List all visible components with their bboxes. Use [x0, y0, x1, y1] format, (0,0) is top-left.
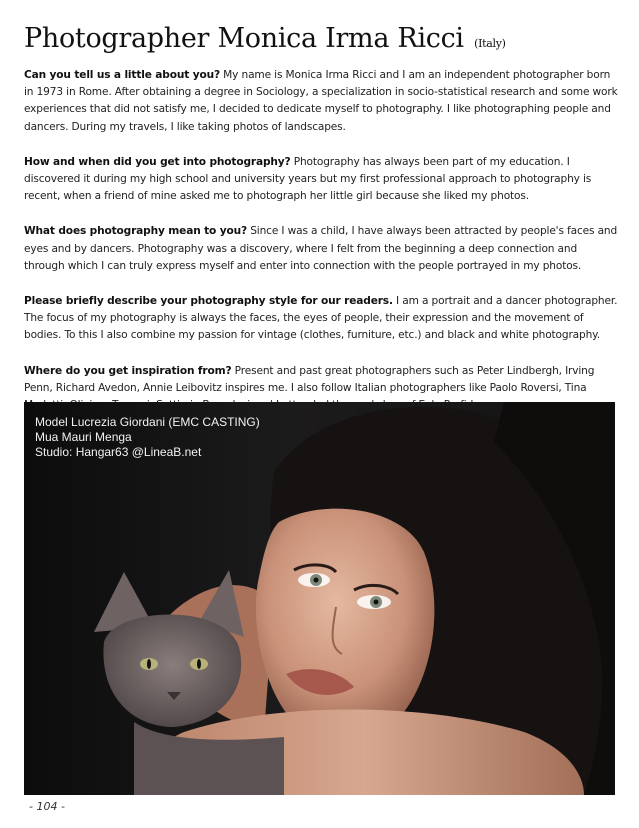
credit-line: Mua Mauri Menga [35, 430, 132, 444]
question: Please briefly describe your photography style for our readers. [24, 295, 393, 308]
pupil-left [314, 578, 319, 583]
face-shape [256, 509, 434, 742]
answer: Photography has always been part of my education. I discovered it during my high school and university years but my first professional approach to photography is recent, when a friend of mine asked me to photograph her little girl because she liked my photos. [24, 155, 592, 203]
qa-paragraph [24, 67, 618, 136]
portrait-illustration [24, 402, 615, 795]
qa-paragraph [24, 293, 618, 345]
answer: Present and past great photographers such as Peter Lindbergh, Irving Penn, Richard Avedon, Annie Leibovitz inspires me. I also follow Italian photographers like Paolo Roversi, Tina [24, 364, 595, 394]
photo-credits [35, 415, 260, 460]
qa-paragraph [24, 223, 618, 275]
question: Can you tell us a little about you? [24, 69, 220, 81]
qa-paragraph [24, 154, 618, 206]
question: What does photography mean to you? [24, 225, 247, 238]
credit-line: Model Lucrezia Giordani (EMC CASTING) [35, 415, 260, 429]
interview-text [24, 67, 618, 432]
page-number: - 104 - [29, 800, 65, 813]
answer: Since I was a child, I have always been attracted by people's faces and eyes and by dancers. Photography was a discovery, where I felt from the beginning a deep connection and through which I can truly express myself and enter into connection with the people portrayed in my photos. [24, 225, 618, 272]
answer: My name is Monica Irma Ricci and I am an independent photographer born in 1973 in Rome. After obtaining a degree in Sociology, a specialization in socio-statistical research and some work experiences that did not satisfy me, I decided to dedicate myself to photography. I like photographing people and dancers. During my travels, I like taking photos of landscapes. [24, 69, 618, 133]
portrait-photo [24, 402, 615, 795]
credit-line: Studio: Hangar63 @LineaB.net [35, 445, 202, 459]
cat-pupil-left [147, 659, 151, 669]
page-title [24, 22, 506, 61]
cat-pupil-right [197, 659, 201, 669]
question: Where do you get inspiration from? [24, 364, 232, 377]
country-label: (Italy) [474, 37, 506, 50]
pupil-right [374, 600, 379, 605]
question: How and when did you get into photography? [24, 155, 291, 168]
title-text: Photographer Monica Irma Ricci [24, 23, 464, 54]
answer: I am a portrait and a dancer photographer. The focus of my photography is always the faces, the eyes of people, their expression and the movement of bodies. To this I also combine my passion for vintage (clothes, furniture, etc.) and black and white photography. [24, 295, 618, 342]
